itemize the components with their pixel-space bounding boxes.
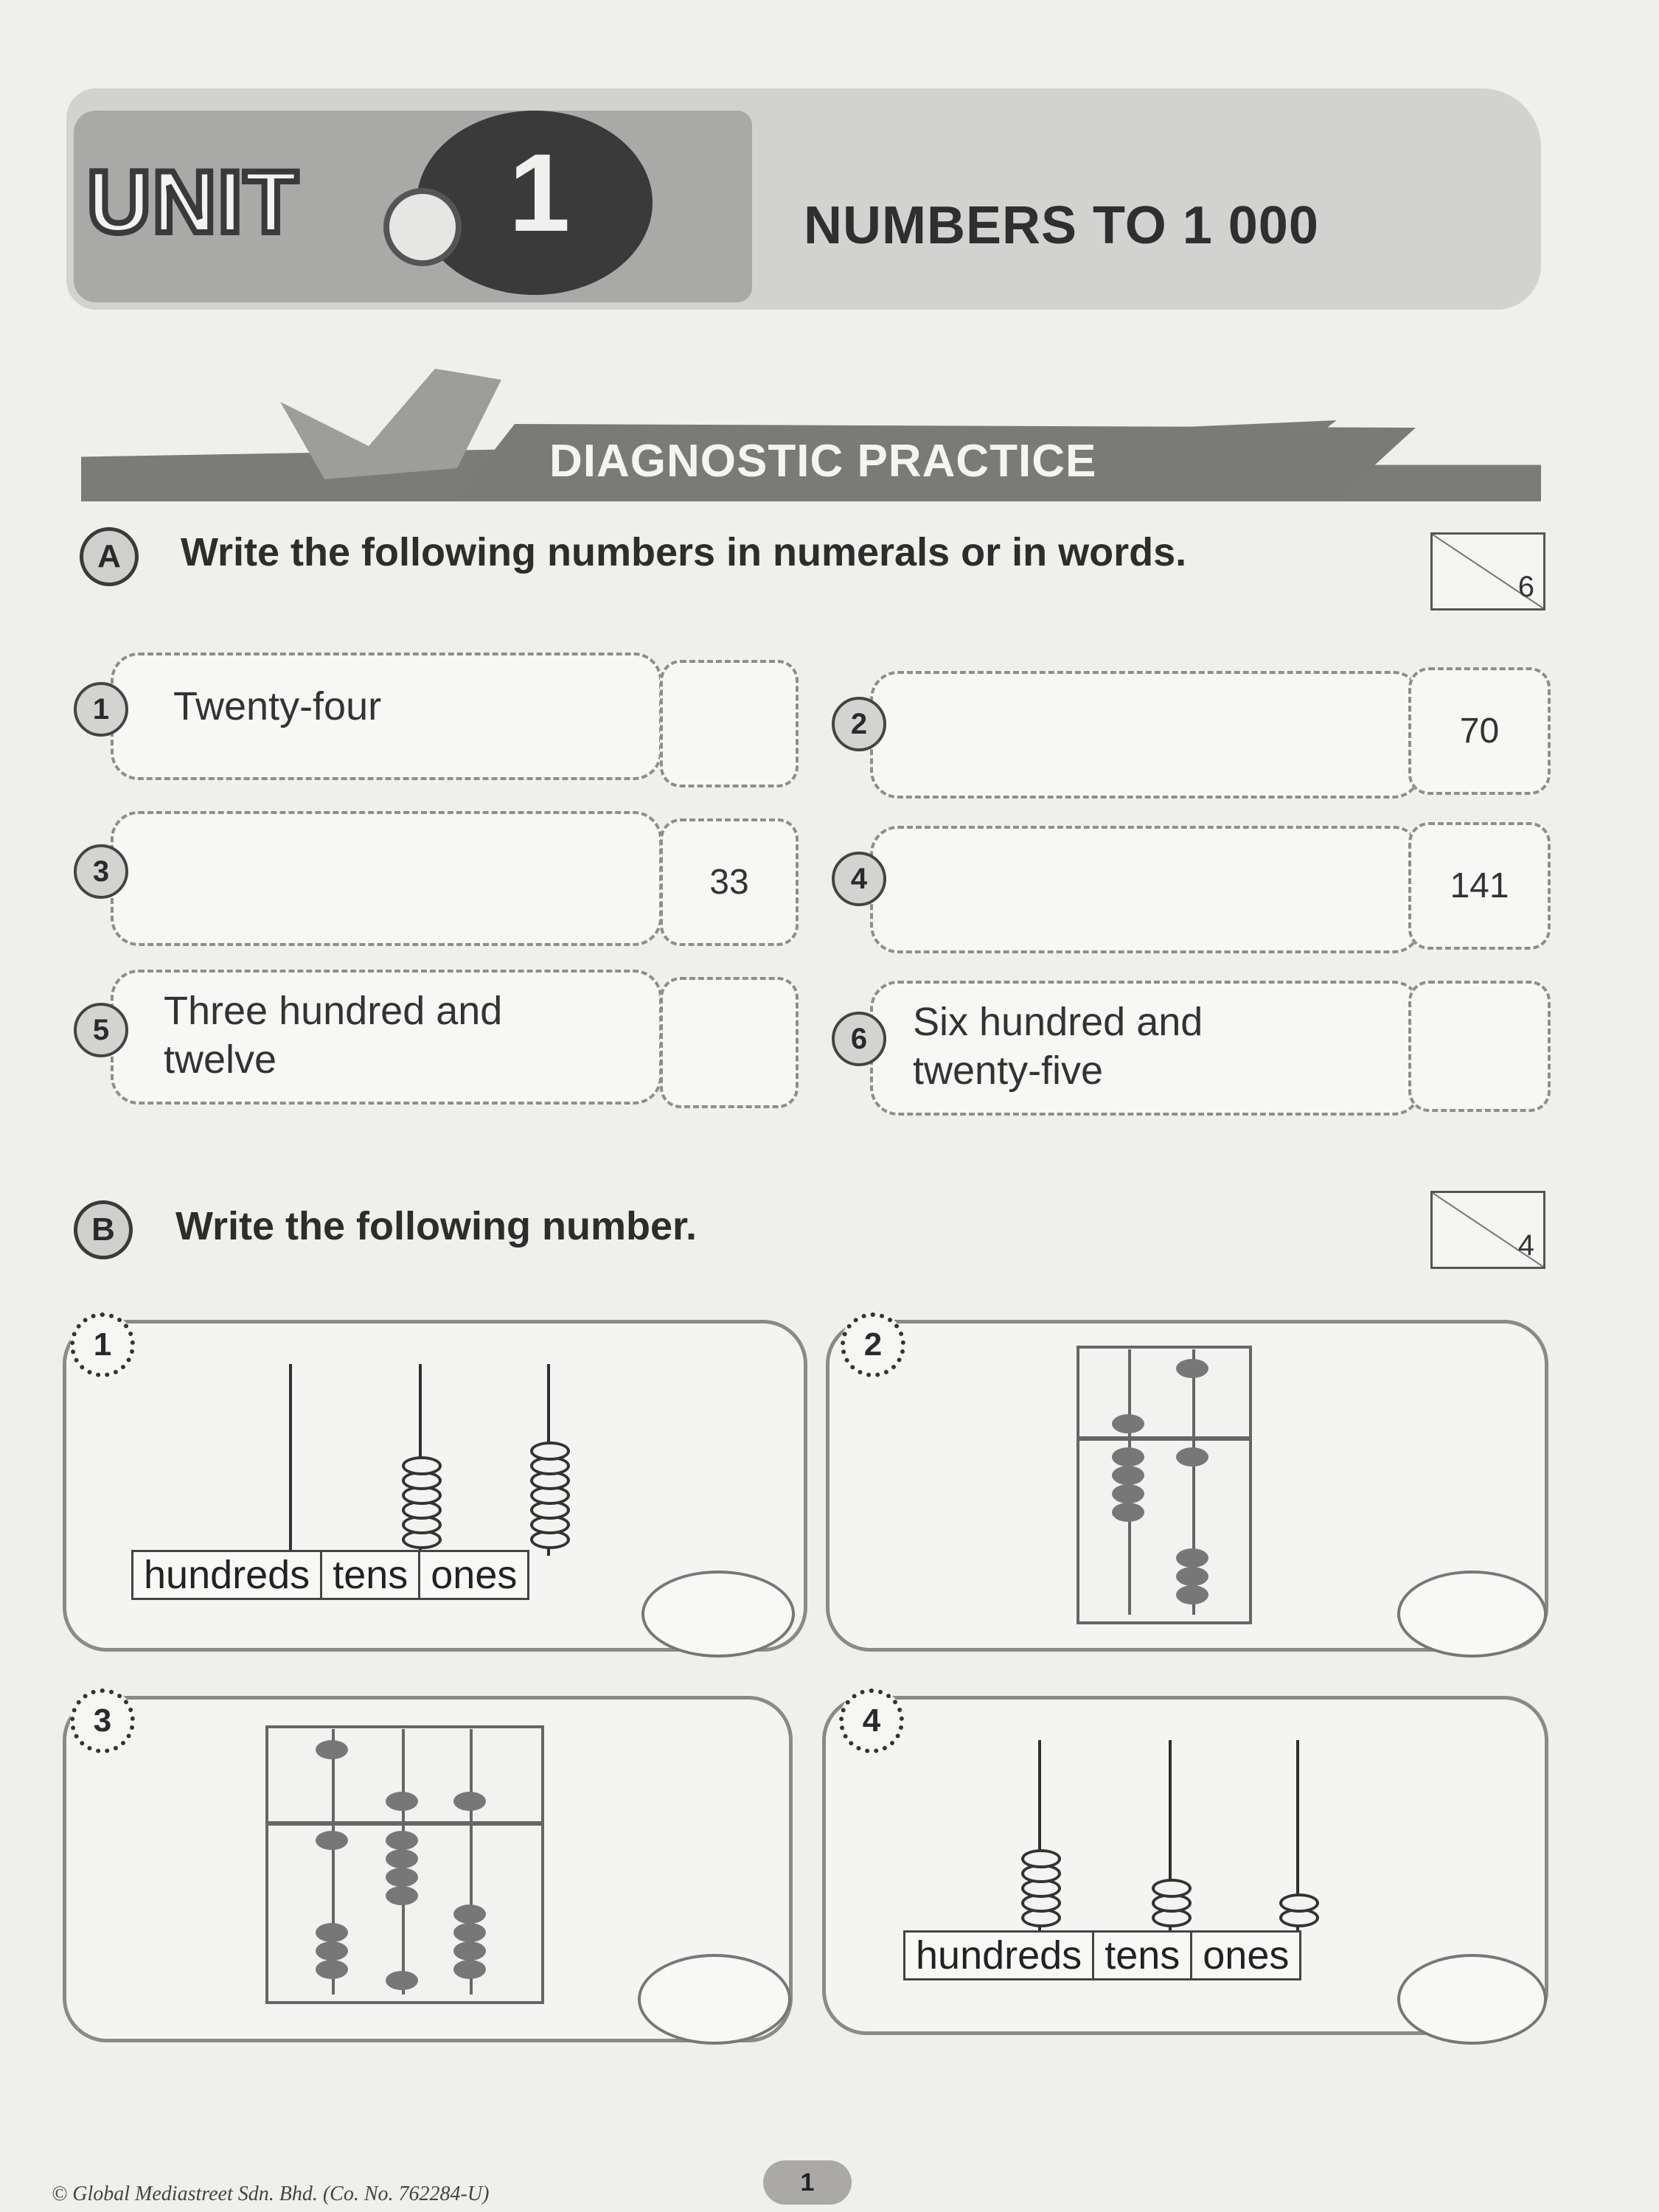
a2-words-box[interactable] [870, 671, 1422, 799]
a6-numeral-box[interactable] [1408, 981, 1551, 1112]
tens-label: tens [320, 1552, 418, 1598]
b2-bead [1112, 1466, 1144, 1485]
hundreds-label: hundreds [144, 1553, 310, 1597]
section-a-badge: A [80, 527, 139, 586]
b2-number: 2 [841, 1312, 905, 1377]
ones-label: ones [418, 1552, 527, 1598]
b3-bead [386, 1868, 418, 1887]
b3-bead [316, 1941, 348, 1961]
a5-number: 5 [74, 1003, 128, 1057]
section-a-instruction: Write the following numbers in numerals or in words. [181, 530, 1187, 574]
section-b-badge: B [74, 1200, 133, 1259]
section-a-score-total: 6 [1517, 571, 1534, 603]
b3-bead [386, 1971, 418, 1990]
b2-abacus-divider [1077, 1436, 1249, 1441]
b3-bead [386, 1886, 418, 1905]
bead-ring [530, 1441, 570, 1461]
a4-number: 4 [832, 852, 886, 906]
b3-answer-oval[interactable] [638, 1954, 791, 2045]
a2-numeral: 70 [1459, 712, 1500, 751]
b3-bead [316, 1740, 348, 1759]
b2-bead [1112, 1484, 1144, 1503]
b3-bead [453, 1960, 486, 1979]
clock-icon [383, 188, 462, 266]
b3-bead [453, 1923, 486, 1942]
b4-answer-oval[interactable] [1397, 1954, 1547, 2045]
b2-abacus-frame [1077, 1346, 1252, 1624]
a4-numeral: 141 [1450, 866, 1509, 905]
b3-bead [453, 1792, 486, 1811]
unit-title: NUMBERS TO 1 000 [804, 196, 1319, 255]
diagnostic-title: DIAGNOSTIC PRACTICE [549, 436, 1097, 487]
b3-bead [316, 1923, 348, 1942]
ones-label: ones [1190, 1933, 1299, 1978]
a5-words: Three hundred and twelve [164, 989, 503, 1082]
b2-bead [1112, 1414, 1144, 1433]
unit-number: 1 [509, 131, 571, 254]
b2-bead [1112, 1447, 1144, 1467]
a3-numeral: 33 [709, 863, 749, 902]
b4-place-value-labels [903, 1930, 1301, 1980]
a2-numeral-box [1408, 667, 1551, 795]
bead-ring [402, 1456, 442, 1475]
b3-bead [453, 1941, 486, 1961]
a1-numeral-box[interactable] [660, 660, 799, 787]
b1-number: 1 [70, 1312, 135, 1377]
b2-bead [1176, 1567, 1208, 1586]
b3-bead [453, 1905, 486, 1924]
hundreds-label: hundreds [916, 1933, 1082, 1978]
bead-ring [1021, 1849, 1061, 1868]
unit-label: UNIT [87, 153, 299, 251]
section-b-score-box[interactable] [1430, 1191, 1545, 1269]
tens-label: tens [1092, 1933, 1190, 1978]
section-b-instruction: Write the following number. [175, 1204, 698, 1248]
b2-bead [1112, 1503, 1144, 1522]
b3-bead [386, 1831, 418, 1850]
page-number: 1 [763, 2160, 852, 2205]
b3-number: 3 [70, 1688, 135, 1753]
a4-words-box[interactable] [870, 826, 1422, 953]
section-a-score-box[interactable] [1430, 532, 1545, 611]
a1-words: Twenty-four [173, 684, 382, 728]
b2-bead [1176, 1585, 1208, 1604]
a6-words: Six hundred and twenty-five [913, 1000, 1203, 1093]
b3-bead [386, 1849, 418, 1868]
copyright: © Global Mediastreet Sdn. Bhd. (Co. No. 762284-U) [52, 2183, 490, 2205]
b2-answer-oval[interactable] [1397, 1571, 1547, 1658]
a3-numeral-box [660, 818, 799, 946]
b1-answer-oval[interactable] [641, 1571, 795, 1658]
b2-bead [1176, 1359, 1208, 1378]
a3-words-box[interactable] [111, 811, 662, 946]
b4-number: 4 [839, 1688, 904, 1753]
bead-ring [1279, 1893, 1319, 1913]
bead-ring [1152, 1879, 1192, 1898]
a4-numeral-box [1408, 822, 1551, 950]
a2-number: 2 [832, 697, 886, 751]
a5-numeral-box[interactable] [660, 977, 799, 1108]
a3-number: 3 [74, 844, 128, 899]
b3-bead [316, 1831, 348, 1850]
b1-place-value-labels [131, 1550, 529, 1600]
a1-number: 1 [74, 682, 128, 737]
b3-bead [386, 1792, 418, 1811]
b2-bead [1176, 1548, 1208, 1568]
b3-bead [316, 1960, 348, 1979]
b2-bead [1176, 1447, 1208, 1467]
a6-number: 6 [832, 1012, 886, 1066]
section-b-score-total: 4 [1517, 1229, 1534, 1262]
b1-hundreds-rod [289, 1364, 292, 1556]
